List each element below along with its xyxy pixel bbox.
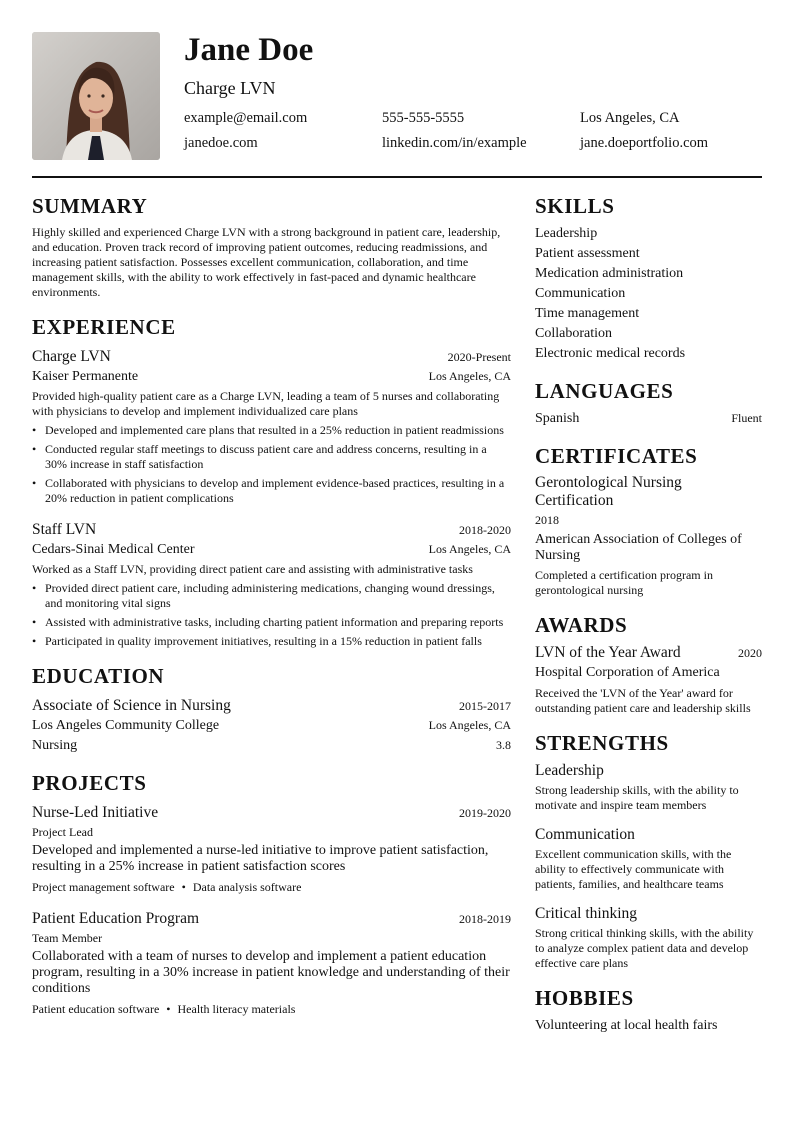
award-name: LVN of the Year Award <box>535 644 681 661</box>
job-description: Worked as a Staff LVN, providing direct patient care and assisting with administrative tasks <box>32 562 473 576</box>
certificate-name: Gerontological Nursing Certification <box>535 474 682 509</box>
strength-name: Communication <box>535 826 635 843</box>
project-tool: Data analysis software <box>192 880 302 894</box>
strength-item <box>535 761 762 813</box>
language-item <box>535 409 762 429</box>
skill-item: Time management <box>535 306 640 321</box>
summary-text: Highly skilled and experienced Charge LVN with a strong background in patient care, leadership, and education. Proven track record of improving patient outcomes, reducing readmissions, and increasing patient satisfaction. Possesses excellent communication, collaboration, and time management skills, with the ability to work effectively in fast-paced and dynamic healthcare environments. <box>32 225 501 299</box>
strength-description: Strong critical thinking skills, with the ability to analyze complex patient data and develop effective care plans <box>535 926 754 970</box>
skill-item: Patient assessment <box>535 246 640 261</box>
certificates-section <box>535 443 762 598</box>
project-tool: Project management software <box>32 880 175 894</box>
job-bullet: • Conducted regular staff meetings to discuss patient care and address concerns, resulting in a 30% increase in staff satisfaction <box>32 442 511 472</box>
awards-heading: AWARDS <box>535 613 628 637</box>
project-tool: Health literacy materials <box>177 1002 296 1016</box>
awards-section <box>535 612 762 716</box>
left-column <box>32 193 511 1031</box>
projects-heading: PROJECTS <box>32 771 147 795</box>
contact-info <box>184 109 764 152</box>
project-description: Collaborated with a team of nurses to develop and implement a patient education program, resulting in a 30% increase in patient knowledge and understanding of their conditions <box>32 949 510 996</box>
project-entry <box>32 803 511 895</box>
degree: Associate of Science in Nursing <box>32 697 231 714</box>
job-description: Provided high-quality patient care as a Charge LVN, leading a team of 5 nurses and collaborating with physicians to develop and implement individualized care plans <box>32 389 500 418</box>
email[interactable]: example@email.com <box>184 110 308 126</box>
right-column <box>535 193 762 1050</box>
summary-section <box>32 193 511 300</box>
experience-heading: EXPERIENCE <box>32 315 176 339</box>
hobby-item: Volunteering at local health fairs <box>535 1018 718 1033</box>
project-name: Patient Education Program <box>32 910 200 927</box>
strength-item <box>535 825 762 892</box>
job-location: Los Angeles, CA <box>428 542 511 556</box>
job-company: Cedars-Sinai Medical Center <box>32 542 195 557</box>
experience-entry <box>32 520 511 649</box>
job-role: Staff LVN <box>32 521 97 538</box>
hobbies-heading: HOBBIES <box>535 986 634 1010</box>
project-entry <box>32 909 511 1017</box>
job-role: Charge LVN <box>32 348 111 365</box>
portfolio-link[interactable]: jane.doeportfolio.com <box>580 135 709 151</box>
phone[interactable]: 555-555-5555 <box>382 110 465 126</box>
website-link[interactable]: janedoe.com <box>184 135 258 151</box>
job-bullet: • Provided direct patient care, including administering medications, changing wound dressings, and monitoring vital signs <box>32 581 511 611</box>
languages-heading: LANGUAGES <box>535 379 674 403</box>
certificates-heading: CERTIFICATES <box>535 444 698 468</box>
skill-item: Communication <box>535 286 626 301</box>
languages-section <box>535 378 762 429</box>
strength-item <box>535 904 762 971</box>
education-entry <box>32 696 511 756</box>
award-issuer: Hospital Corporation of America <box>535 665 720 680</box>
summary-heading: SUMMARY <box>32 194 148 218</box>
skills-heading: SKILLS <box>535 194 615 218</box>
job-bullets <box>32 423 511 506</box>
candidate-name: Jane Doe <box>184 32 314 68</box>
job-bullet: • Assisted with administrative tasks, including charting patient information and preparing reports <box>32 615 511 630</box>
strengths-heading: STRENGTHS <box>535 731 669 755</box>
strength-name: Leadership <box>535 762 604 779</box>
education-dates: 2015-2017 <box>459 699 511 713</box>
portrait-image <box>32 32 160 160</box>
skill-item: Electronic medical records <box>535 346 686 361</box>
experience-section <box>32 314 511 649</box>
project-role: Team Member <box>32 931 103 945</box>
project-role: Project Lead <box>32 825 93 839</box>
language-name: Spanish <box>535 411 580 426</box>
project-dates: 2019-2020 <box>459 806 511 820</box>
skill-item: Medication administration <box>535 266 684 281</box>
field-of-study: Nursing <box>32 738 78 753</box>
project-name: Nurse-Led Initiative <box>32 804 159 821</box>
projects-section <box>32 770 511 1017</box>
project-tools: Project management software • Data analysis software <box>32 880 302 894</box>
hobbies-section <box>535 985 762 1036</box>
job-bullet: • Developed and implemented care plans that resulted in a 25% reduction in patient readmissions <box>32 423 511 438</box>
project-tools: Patient education software • Health literacy materials <box>32 1002 296 1016</box>
job-bullet: • Participated in quality improvement initiatives, resulting in a 15% reduction in patient falls <box>32 634 511 649</box>
award-year: 2020 <box>738 646 762 660</box>
strength-name: Critical thinking <box>535 905 638 922</box>
skill-item: Leadership <box>535 226 598 241</box>
job-dates: 2018-2020 <box>459 523 511 537</box>
award-description: Received the 'LVN of the Year' award for outstanding patient care and leadership skills <box>535 686 751 715</box>
education-section <box>32 663 511 756</box>
profile-photo <box>32 32 160 160</box>
project-description: Developed and implemented a nurse-led initiative to improve patient satisfaction, resulting in a 25% increase in patient satisfaction scores <box>32 843 489 874</box>
strengths-section <box>535 730 762 971</box>
certificate-year: 2018 <box>535 513 559 527</box>
candidate-title: Charge LVN <box>184 78 276 98</box>
project-tool: Patient education software <box>32 1002 160 1016</box>
project-dates: 2018-2019 <box>459 912 511 926</box>
skill-item: Collaboration <box>535 326 612 341</box>
job-bullets <box>32 581 511 649</box>
gpa: 3.8 <box>496 738 511 752</box>
linkedin-link[interactable]: linkedin.com/in/example <box>382 135 527 151</box>
certificate-issuer: American Association of Colleges of Nursing <box>535 532 742 563</box>
language-level: Fluent <box>731 411 762 425</box>
job-dates: 2020-Present <box>447 350 511 364</box>
education-heading: EDUCATION <box>32 664 165 688</box>
location: Los Angeles, CA <box>580 110 680 126</box>
school-location: Los Angeles, CA <box>428 718 511 732</box>
strength-description: Excellent communication skills, with the ability to effectively communicate with patients, families, and healthcare teams <box>535 847 732 891</box>
header-divider <box>32 176 762 178</box>
strength-description: Strong leadership skills, with the ability to motivate and inspire team members <box>535 783 739 812</box>
job-location: Los Angeles, CA <box>428 369 511 383</box>
certificate-description: Completed a certification program in gerontological nursing <box>535 568 713 597</box>
skills-section <box>535 193 762 364</box>
job-company: Kaiser Permanente <box>32 369 139 384</box>
school: Los Angeles Community College <box>32 718 220 733</box>
job-bullet: • Collaborated with physicians to develop and implement evidence-based practices, resulting in a 20% reduction in patient complications <box>32 476 511 506</box>
experience-entry <box>32 347 511 506</box>
